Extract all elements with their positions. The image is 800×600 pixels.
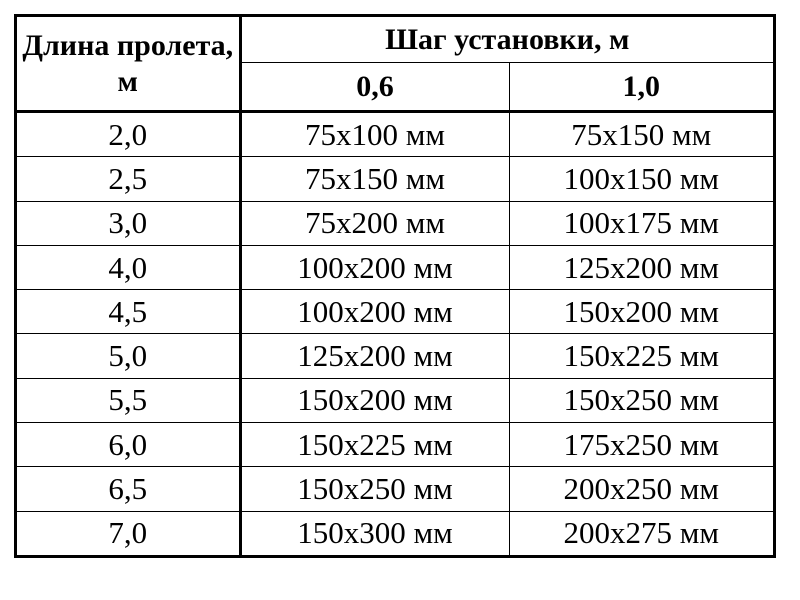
section-1-0-cell: 175х250 мм: [509, 423, 773, 467]
table-row: [17, 467, 773, 511]
span-length-cell: 7,0: [17, 511, 240, 555]
table-row: [17, 511, 773, 555]
header-install-step: Шаг установки, м: [240, 17, 773, 63]
span-length-cell: 3,0: [17, 201, 240, 245]
span-length-cell: 2,5: [17, 157, 240, 201]
span-length-cell: 6,5: [17, 467, 240, 511]
section-0-6-cell: 75х200 мм: [240, 201, 509, 245]
section-0-6-cell: 100х200 мм: [240, 290, 509, 334]
section-1-0-cell: 150х250 мм: [509, 378, 773, 422]
header-step-0-6: 0,6: [240, 63, 509, 112]
table-row: [17, 201, 773, 245]
span-length-cell: 4,0: [17, 245, 240, 289]
header-row-1: [17, 17, 773, 63]
section-0-6-cell: 100х200 мм: [240, 245, 509, 289]
header-step-1-0: 1,0: [509, 63, 773, 112]
section-1-0-cell: 100х150 мм: [509, 157, 773, 201]
section-1-0-cell: 150х225 мм: [509, 334, 773, 378]
section-0-6-cell: 75х100 мм: [240, 112, 509, 157]
section-0-6-cell: 125х200 мм: [240, 334, 509, 378]
section-1-0-cell: 100х175 мм: [509, 201, 773, 245]
table-container: [14, 14, 776, 558]
span-length-cell: 5,0: [17, 334, 240, 378]
section-0-6-cell: 150х250 мм: [240, 467, 509, 511]
table-row: [17, 245, 773, 289]
table-row: [17, 423, 773, 467]
section-1-0-cell: 200х250 мм: [509, 467, 773, 511]
section-1-0-cell: 75х150 мм: [509, 112, 773, 157]
table-row: [17, 378, 773, 422]
section-0-6-cell: 75х150 мм: [240, 157, 509, 201]
table-row: [17, 290, 773, 334]
section-0-6-cell: 150х200 мм: [240, 378, 509, 422]
table-row: [17, 334, 773, 378]
section-0-6-cell: 150х225 мм: [240, 423, 509, 467]
span-length-cell: 2,0: [17, 112, 240, 157]
span-section-table: [17, 17, 773, 555]
table-header: [17, 17, 773, 112]
section-1-0-cell: 200х275 мм: [563, 515, 719, 551]
table-row: [17, 112, 773, 157]
table-body: [17, 112, 773, 556]
header-span-length: Длина пролета, м: [17, 17, 240, 112]
span-length-cell: 4,5: [17, 290, 240, 334]
span-length-cell: 6,0: [17, 423, 240, 467]
section-1-0-cell: 125х200 мм: [509, 245, 773, 289]
section-0-6-cell: 150х300 мм: [240, 511, 509, 555]
span-length-cell: 5,5: [17, 378, 240, 422]
section-1-0-cell: 150х200 мм: [509, 290, 773, 334]
table-row: [17, 157, 773, 201]
